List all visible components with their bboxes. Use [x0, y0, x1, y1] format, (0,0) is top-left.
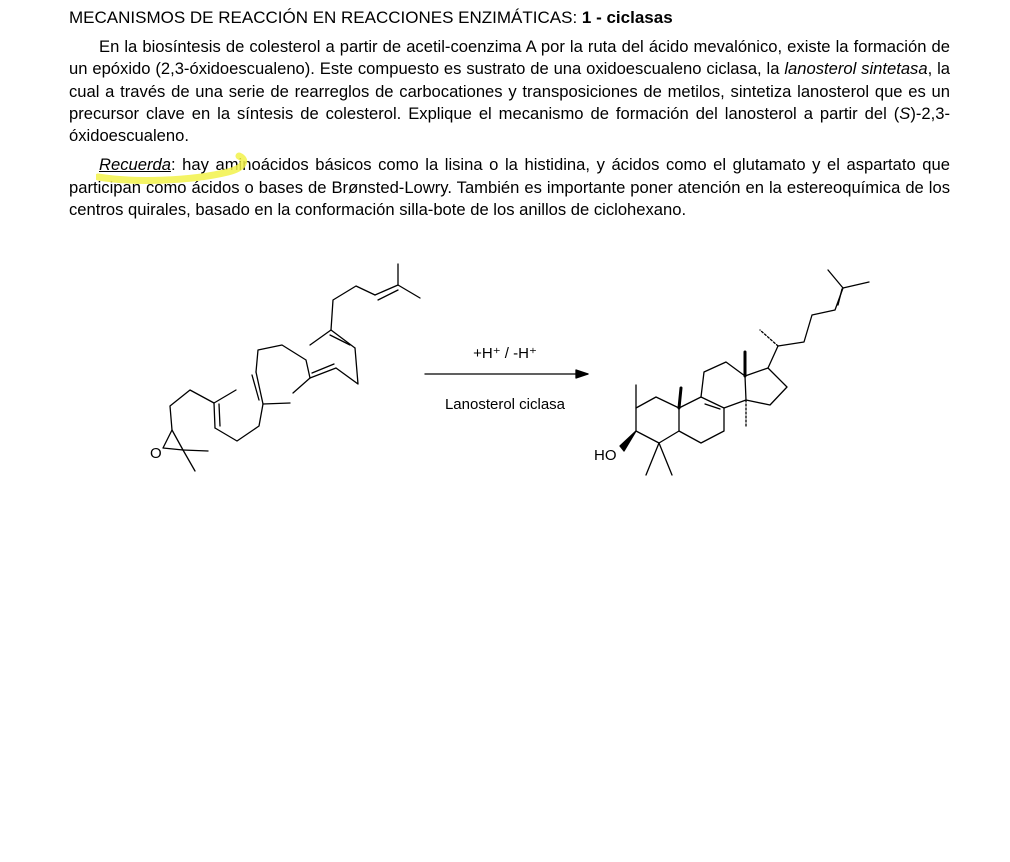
- paragraph-1: [69, 36, 950, 147]
- reaction-arrow: [425, 370, 588, 378]
- document: [69, 7, 950, 228]
- product-hydroxyl-label: HO: [594, 447, 617, 464]
- title-bold: 1 - ciclasas: [581, 8, 673, 27]
- paragraph-1-part-2: , la cual a través de una serie de rearreglos de carbocationes y transposiciones de metilos, sintetiza lanosterol que es un precursor clave en la síntesis de colesterol. Explique el mecanismo de formación del lanosterol a partir del (: [69, 59, 950, 123]
- reaction-scheme: [0, 250, 1010, 490]
- stereo-descriptor: S: [899, 103, 911, 123]
- arrow-bottom-label: Lanosterol ciclasa: [444, 396, 566, 413]
- lanosterol-structure: [620, 270, 869, 475]
- paragraph-1-part-3: )-2,3-óxidoescualeno.: [69, 103, 950, 146]
- document-title: [69, 7, 950, 29]
- reactant-oxygen-label: O: [150, 445, 162, 462]
- paragraph-2: [69, 154, 950, 221]
- paragraph-1-part-1: En la biosíntesis de colesterol a partir de acetil-coenzima A por la ruta del ácido mevalónico, existe la formación de un epóxido (2,3-óxidoescualeno). Este compuesto es sustrato de una oxidoescualeno ciclasa, la: [69, 37, 950, 79]
- oxidosqualene-structure: [163, 264, 420, 471]
- title-prefix: MECANISMOS DE REACCIÓN EN REACCIONES ENZIMÁTICAS:: [69, 8, 582, 27]
- enzyme-name: lanosterol sintetasa: [784, 59, 928, 79]
- paragraph-2-text: : hay aminoácidos básicos como la lisina o la histidina, y ácidos como el glutamato y el aspartato que participan como ácidos o bases de Brønsted-Lowry. También es importante poner atención en la estereoquímica de los centros quirales, basado en la conformación silla-bote de los anillos de ciclohexano.: [69, 155, 950, 220]
- reaction-svg: [0, 250, 1010, 490]
- recuerda-label: Recuerda: [99, 155, 171, 175]
- arrow-top-label: +H⁺ / -H⁺: [473, 345, 537, 362]
